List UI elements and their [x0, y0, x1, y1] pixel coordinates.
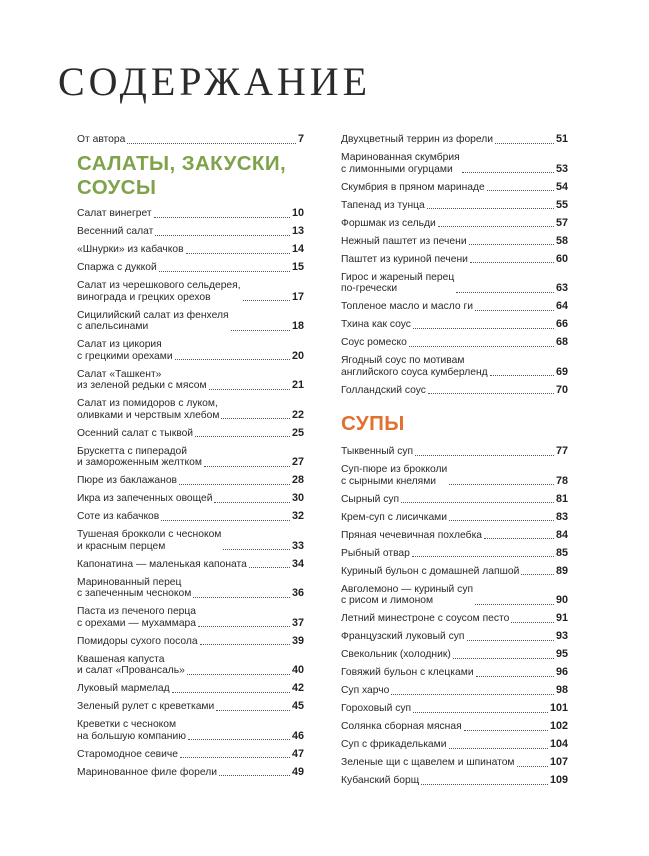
toc-entry[interactable]: [341, 464, 568, 487]
toc-entry[interactable]: [341, 757, 568, 769]
toc-entry-page: 39: [291, 634, 304, 647]
dot-leader: [188, 739, 290, 740]
toc-entry[interactable]: [341, 721, 568, 733]
toc-entry[interactable]: [341, 337, 568, 349]
toc-entry-title: Икра из запеченных овощей: [77, 493, 213, 504]
toc-entry[interactable]: [77, 719, 304, 742]
toc-entry-page: 104: [549, 738, 568, 750]
dot-leader: [214, 502, 290, 503]
toc-entry[interactable]: [77, 280, 304, 303]
toc-entry-page: 60: [555, 252, 568, 265]
toc-entry-page: 98: [555, 684, 568, 696]
toc-entry[interactable]: [77, 749, 304, 761]
toc-entry-page: 36: [291, 587, 304, 599]
toc-entry[interactable]: [77, 262, 304, 274]
toc-entry-title: Суп-пюре из брокколи с сырными кнелями: [341, 464, 448, 487]
toc-entry-title: Двухцветный террин из форели: [341, 134, 494, 145]
dot-leader: [172, 692, 290, 693]
toc-entry-page: 51: [555, 133, 568, 145]
toc-entry-page: 77: [555, 445, 568, 457]
toc-entry-page: 93: [555, 630, 568, 642]
dot-leader: [249, 567, 290, 568]
toc-entry[interactable]: [77, 636, 304, 648]
toc-entry-title: Летний минестроне с соусом песто: [341, 613, 510, 624]
dot-leader: [186, 253, 290, 254]
toc-entry[interactable]: [77, 606, 304, 629]
dot-leader: [154, 217, 290, 218]
toc-entry-title: Креветки с чесноком на большую компанию: [77, 719, 186, 742]
toc-entry-page: 7: [297, 133, 304, 145]
toc-entry-page: 90: [555, 594, 568, 606]
dot-leader: [467, 640, 554, 641]
toc-entry[interactable]: [341, 649, 568, 661]
dot-leader: [475, 604, 554, 605]
dot-leader: [231, 330, 290, 331]
dot-leader: [412, 556, 554, 557]
dot-leader: [495, 143, 554, 144]
toc-entry-title: Рыбный отвар: [341, 547, 410, 559]
toc-entry[interactable]: [341, 182, 568, 194]
toc-entry-page: 91: [555, 612, 568, 624]
toc-entry-page: 96: [555, 666, 568, 678]
toc-entry[interactable]: [341, 494, 568, 506]
toc-entry-title: Свекольник (холодник): [341, 649, 451, 660]
toc-entry[interactable]: [341, 200, 568, 212]
toc-entry[interactable]: [341, 355, 568, 378]
toc-entry-page: 42: [291, 682, 304, 694]
toc-entry-page: 13: [291, 225, 304, 237]
toc-entry-title: Старомодное севиче: [77, 748, 178, 760]
toc-entry[interactable]: [77, 475, 304, 487]
toc-entry[interactable]: [341, 530, 568, 542]
dot-leader: [179, 484, 290, 485]
toc-entry-page: 37: [291, 616, 304, 629]
toc-entry-title: Луковый мармелад: [77, 683, 170, 694]
toc-entry-title: Соте из кабачков: [77, 511, 160, 522]
toc-entry-page: 58: [555, 234, 568, 247]
toc-entry-title: Говяжий бульон с клецками: [341, 667, 474, 678]
toc-entry[interactable]: [77, 398, 304, 421]
toc-entry[interactable]: [341, 703, 568, 715]
toc-entry-page: 95: [555, 648, 568, 660]
toc-entry-page: 70: [555, 383, 568, 396]
toc-entry-list: [341, 446, 568, 787]
toc-entry-title: Салат из черешкового сельдерея, винограда и грецких орехов: [77, 280, 241, 303]
dot-leader: [200, 644, 290, 645]
toc-entry-title: Квашеная капуста и салат «Провансаль»: [77, 653, 185, 676]
toc-entry-title: Капонатина — маленькая капоната: [77, 558, 247, 570]
dot-leader: [470, 262, 554, 263]
toc-entry-page: 30: [291, 492, 304, 504]
toc-entry[interactable]: [341, 512, 568, 524]
toc-entry-title: Куриный бульон с домашней лапшой: [341, 565, 520, 577]
dot-leader: [475, 310, 554, 311]
dot-leader: [195, 436, 290, 437]
toc-entry[interactable]: [77, 208, 304, 220]
toc-entry-title: Топленое масло и масло ги: [341, 301, 473, 312]
toc-entry-title: Нежный паштет из печени: [341, 235, 467, 247]
toc-entry[interactable]: [341, 218, 568, 230]
dot-leader: [159, 271, 290, 272]
toc-entry-title: «Шнурки» из кабачков: [77, 244, 184, 255]
dot-leader: [476, 676, 554, 677]
toc-entry-title: Кубанский борщ: [341, 775, 420, 786]
dot-leader: [487, 190, 554, 191]
toc-entry-page: 25: [291, 426, 304, 439]
toc-entry-title: Пряная чечевичная похлебка: [341, 529, 483, 541]
toc-entry-page: 63: [555, 282, 568, 294]
toc-entry-title: Авголемоно — куриный суп с рисом и лимоном: [341, 583, 474, 606]
toc-left-column: [77, 134, 304, 785]
dot-leader: [469, 244, 554, 245]
dot-leader: [243, 300, 290, 301]
toc-entry-title: Весенний салат: [77, 226, 154, 237]
dot-leader: [484, 538, 554, 539]
dot-leader: [187, 674, 290, 675]
toc-entry[interactable]: [341, 385, 568, 397]
toc-entry-title: Суп харчо: [341, 685, 390, 696]
toc-entry-page: 15: [291, 261, 304, 273]
toc-entry-page: 81: [555, 492, 568, 505]
toc-entry-title: Паштет из куриной печени: [341, 253, 468, 265]
toc-entry[interactable]: [341, 152, 568, 175]
toc-entry[interactable]: [77, 683, 304, 695]
toc-entry-page: 68: [555, 336, 568, 348]
toc-entry-page: 102: [549, 720, 568, 732]
toc-entry-title: Зеленый рулет с креветками: [77, 701, 215, 712]
toc-entry[interactable]: [341, 613, 568, 625]
dot-leader: [216, 710, 290, 711]
toc-entry-title: Зеленые щи с щавелем и шпинатом: [341, 757, 515, 768]
dot-leader: [161, 520, 290, 521]
dot-leader: [462, 172, 554, 173]
toc-entry-title: От автора: [77, 134, 126, 145]
toc-entry-title: Салат из цикория с грецкими орехами: [77, 339, 173, 362]
toc-entry[interactable]: [341, 301, 568, 313]
dot-leader: [221, 418, 290, 419]
section-heading-salads: САЛАТЫ, ЗАКУСКИ, СОУСЫ: [77, 152, 287, 199]
toc-entry-title: Спаржа с дуккой: [77, 262, 157, 273]
toc-entry-title: Скумбрия в пряном маринаде: [341, 181, 485, 193]
dot-leader: [204, 466, 290, 467]
toc-entry-page: 55: [555, 198, 568, 211]
toc-entry-list: [341, 134, 568, 396]
dot-leader: [490, 375, 554, 376]
dot-leader: [464, 730, 548, 731]
toc-entry[interactable]: [341, 236, 568, 248]
toc-entry-title: Тхина как соус: [341, 319, 411, 330]
toc-entry-page: 46: [291, 729, 304, 742]
toc-entry[interactable]: [341, 685, 568, 697]
dot-leader: [401, 502, 554, 503]
toc-entry-title: Помидоры сухого посола: [77, 635, 198, 647]
toc-entry[interactable]: [341, 631, 568, 643]
toc-entry[interactable]: [77, 339, 304, 362]
toc-entry[interactable]: [77, 446, 304, 469]
toc-entry-title: Тушеная брокколи с чесноком и красным перцем: [77, 529, 222, 552]
toc-entry[interactable]: [341, 667, 568, 679]
toc-entry[interactable]: [341, 319, 568, 331]
toc-entry[interactable]: [77, 226, 304, 238]
toc-entry-title: Форшмак из сельди: [341, 217, 436, 229]
toc-entry-page: 18: [291, 320, 304, 332]
toc-entry-title: Крем-суп с лисичками: [341, 511, 448, 523]
dot-leader: [198, 626, 290, 627]
toc-entry[interactable]: [341, 566, 568, 578]
toc-entry-page: 85: [555, 546, 568, 559]
dot-leader: [511, 622, 554, 623]
toc-entry-title: Ягодный соус по мотивам английского соуса кумберленд: [341, 355, 488, 378]
toc-entry[interactable]: [77, 310, 304, 333]
toc-entry-page: 69: [555, 365, 568, 378]
dot-leader: [427, 208, 554, 209]
toc-entry[interactable]: [341, 134, 568, 146]
toc-entry[interactable]: [77, 511, 304, 523]
dot-leader: [193, 597, 290, 598]
toc-entry-page: 33: [291, 539, 304, 552]
toc-entry-page: 28: [291, 474, 304, 486]
toc-entry[interactable]: [77, 529, 304, 552]
toc-entry-page: 10: [291, 207, 304, 219]
toc-right-column: [341, 134, 568, 793]
toc-entry-title: Брускетта с пиперадой и замороженным желтком: [77, 445, 202, 468]
toc-entry-page: 101: [549, 702, 568, 714]
toc-entry-title: Салат из помидоров с луком, оливками и черствым хлебом: [77, 398, 220, 421]
toc-entry-page: 40: [291, 664, 304, 676]
dot-leader: [449, 748, 548, 749]
toc-entry[interactable]: [77, 577, 304, 600]
toc-entry[interactable]: [77, 559, 304, 571]
toc-entry[interactable]: [77, 428, 304, 440]
toc-entry-title: Маринованное филе форели: [77, 766, 217, 778]
page-title: СОДЕРЖАНИЕ: [58, 59, 372, 104]
toc-entry-page: 78: [555, 474, 568, 487]
toc-entry-page: 47: [291, 747, 304, 760]
toc-entry-page: 83: [555, 510, 568, 523]
dot-leader: [127, 143, 296, 144]
dot-leader: [175, 359, 290, 360]
toc-entry-title: Салат «Ташкент» из зеленой редьки с мясом: [77, 368, 207, 391]
toc-entry-title: Маринованный перец с запеченным чесноком: [77, 576, 192, 599]
toc-entry-page: 45: [291, 700, 304, 712]
toc-entry-page: 27: [291, 456, 304, 468]
toc-entry-list: [77, 208, 304, 778]
toc-entry-page: 22: [291, 408, 304, 421]
toc-entry-page: 84: [555, 528, 568, 541]
dot-leader: [449, 484, 554, 485]
toc-entry-page: 49: [291, 765, 304, 778]
toc-entry[interactable]: [77, 369, 304, 392]
dot-leader: [449, 520, 554, 521]
toc-entry-title: Гороховый суп: [341, 703, 412, 714]
toc-entry-page: 109: [549, 774, 568, 786]
toc-entry-title: Салат винегрет: [77, 208, 152, 219]
dot-leader: [438, 226, 554, 227]
toc-entry-page: 66: [555, 318, 568, 330]
dot-leader: [413, 328, 554, 329]
toc-entry-title: Французский луковый суп: [341, 631, 465, 642]
dot-leader: [521, 574, 554, 575]
dot-leader: [453, 658, 554, 659]
toc-entry[interactable]: [341, 272, 568, 295]
toc-entry-page: 14: [291, 243, 304, 255]
toc-entry-title: Соус ромеско: [341, 337, 407, 348]
dot-leader: [409, 346, 554, 347]
toc-entry-page: 20: [291, 349, 304, 362]
toc-entry[interactable]: [77, 493, 304, 505]
dot-leader: [415, 455, 554, 456]
toc-entry-page: 21: [291, 379, 304, 391]
toc-entry-title: Сырный суп: [341, 493, 400, 505]
dot-leader: [421, 784, 548, 785]
toc-entry-page: 17: [291, 290, 304, 303]
toc-entry[interactable]: [341, 739, 568, 751]
dot-leader: [456, 292, 554, 293]
dot-leader: [517, 766, 548, 767]
toc-entry[interactable]: [341, 254, 568, 266]
toc-entry-title: Солянка сборная мясная: [341, 721, 462, 732]
toc-entry-title: Маринованная скумбрия с лимонными огурцами: [341, 152, 460, 175]
dot-leader: [428, 393, 554, 394]
toc-entry[interactable]: [77, 134, 304, 146]
toc-entry-title: Осенний салат с тыквой: [77, 427, 194, 439]
toc-entry-page: 34: [291, 557, 304, 570]
dot-leader: [155, 235, 290, 236]
dot-leader: [391, 694, 554, 695]
toc-entry[interactable]: [341, 446, 568, 458]
toc-entry[interactable]: [341, 548, 568, 560]
toc-entry-page: 57: [555, 216, 568, 229]
toc-entry[interactable]: [77, 701, 304, 713]
toc-entry-title: Тыквенный суп: [341, 446, 414, 457]
toc-entry-page: 107: [549, 756, 568, 768]
toc-entry-page: 54: [555, 180, 568, 193]
toc-entry[interactable]: [341, 584, 568, 607]
toc-entry-title: Голландский соус: [341, 384, 426, 396]
toc-entry[interactable]: [77, 244, 304, 256]
dot-leader: [180, 757, 290, 758]
section-heading-soups: СУПЫ: [341, 412, 405, 435]
dot-leader: [209, 389, 290, 390]
dot-leader: [219, 775, 290, 776]
toc-entry-title: Сицилийский салат из фенхеля с апельсинами: [77, 309, 229, 332]
dot-leader: [413, 712, 548, 713]
toc-entry-page: 53: [555, 162, 568, 175]
toc-entry-title: Паста из печеного перца с орехами — мухаммара: [77, 606, 197, 629]
toc-entry-title: Суп с фрикадельками: [341, 739, 447, 750]
toc-entry-title: Тапенад из тунца: [341, 199, 425, 211]
toc-entry-page: 64: [555, 300, 568, 312]
dot-leader: [223, 549, 290, 550]
toc-entry-page: 32: [291, 510, 304, 522]
toc-entry-title: Пюре из баклажанов: [77, 475, 178, 486]
toc-entry[interactable]: [341, 775, 568, 787]
toc-entry[interactable]: [77, 654, 304, 677]
toc-entry[interactable]: [77, 767, 304, 779]
toc-entry-page: 89: [555, 564, 568, 577]
toc-entry-title: Гирос и жареный перец по-гречески: [341, 271, 455, 294]
